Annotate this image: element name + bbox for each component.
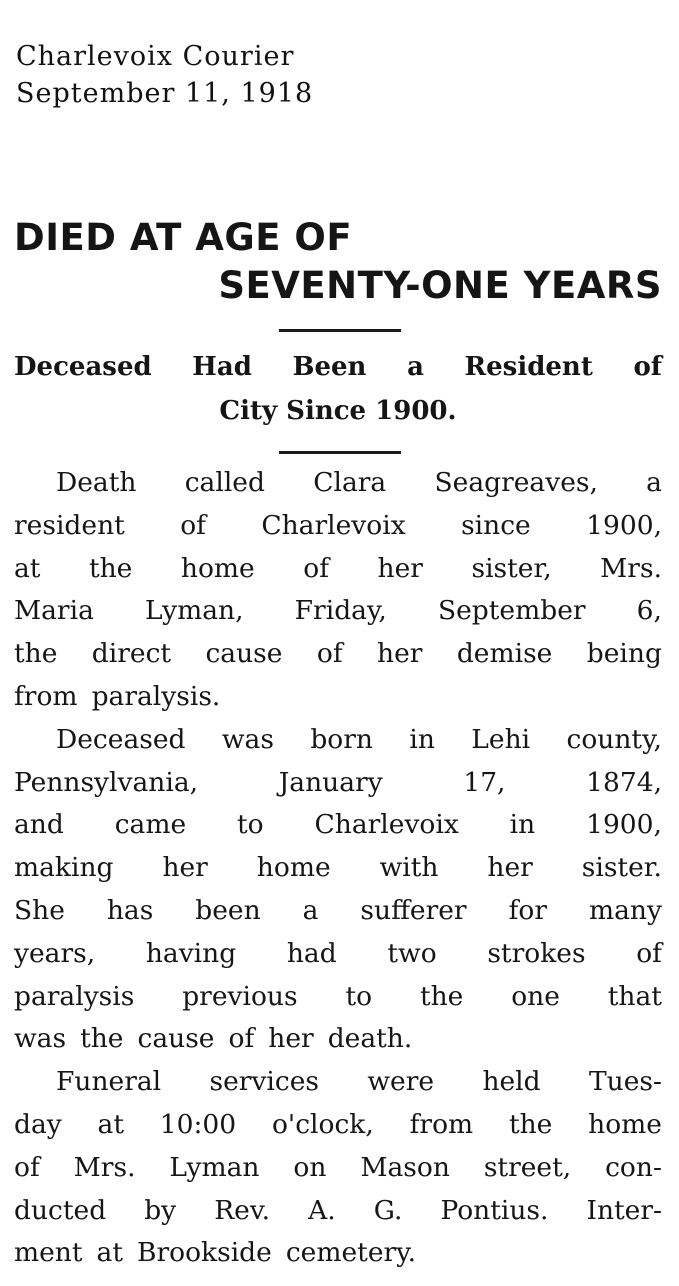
article-word: was	[221, 723, 274, 755]
publication-date: September 11, 1918	[16, 78, 314, 109]
article-word: the	[508, 1108, 553, 1140]
article-line	[14, 676, 662, 719]
article-word: two	[387, 937, 437, 969]
article-line	[14, 462, 662, 505]
article-word: with	[379, 852, 439, 884]
article-word: Charlevoix	[261, 509, 406, 541]
article-word: Rev.	[214, 1194, 271, 1226]
article-line	[14, 633, 662, 676]
subheadline-word: of	[633, 352, 662, 382]
article-word: services	[209, 1066, 320, 1098]
article-word: was	[14, 1023, 67, 1055]
article-word: paralysis.	[91, 680, 221, 712]
article-word: cause	[205, 638, 283, 670]
article-word: a	[302, 894, 319, 926]
article-word: Tues-	[588, 1066, 662, 1098]
subheadline-word: Been	[292, 352, 367, 382]
article-word: to	[237, 809, 264, 841]
article-word: ment	[14, 1237, 83, 1269]
article-line	[14, 719, 662, 762]
article-word: home	[180, 552, 255, 584]
article-word: one	[511, 980, 560, 1012]
headline	[14, 214, 664, 310]
article-word: for	[508, 894, 547, 926]
article-word: sufferer	[360, 894, 467, 926]
article-word: in	[509, 809, 536, 841]
article-word: were	[367, 1066, 435, 1098]
article-word: strokes	[487, 937, 586, 969]
article-word: many	[588, 894, 662, 926]
article-paragraph	[14, 1061, 662, 1275]
article-word: cemetery.	[285, 1237, 417, 1269]
article-word: Lyman	[169, 1151, 260, 1183]
article-word: being	[586, 638, 662, 670]
article-word: A.	[308, 1194, 336, 1226]
subheadline-word: Resident	[464, 352, 593, 382]
article-word: on	[293, 1151, 327, 1183]
article-word: Deceased	[56, 723, 186, 755]
article-word: ducted	[14, 1194, 107, 1226]
article-paragraph	[14, 462, 662, 719]
article-word: has	[106, 894, 154, 926]
article-word: held	[482, 1066, 541, 1098]
article-word: her	[377, 638, 423, 670]
article-word: of	[180, 509, 206, 541]
headline-line-2: SEVENTY-ONE YEARS	[218, 264, 662, 307]
subheadline	[14, 345, 662, 433]
article-line	[14, 804, 662, 847]
article-word: paralysis	[14, 980, 135, 1012]
article-word: county,	[566, 723, 662, 755]
article-word: been	[195, 894, 261, 926]
article-word: and	[14, 809, 64, 841]
newspaper-name: Charlevoix Courier	[16, 41, 295, 72]
article-word: the	[419, 980, 464, 1012]
article-word: that	[607, 980, 662, 1012]
article-word: sister.	[581, 852, 662, 884]
article-line	[14, 1104, 662, 1147]
article-word: having	[145, 937, 237, 969]
article-word: Friday,	[294, 595, 387, 627]
article-word: born	[310, 723, 373, 755]
article-word: a	[646, 467, 662, 498]
article-word: Mrs.	[73, 1151, 136, 1183]
article-line	[14, 762, 662, 805]
subheadline-word: a	[407, 352, 424, 382]
article-word: death.	[327, 1023, 413, 1055]
article-word: con-	[605, 1151, 662, 1183]
article-word: Lehi	[471, 723, 531, 755]
article-word: Lyman,	[145, 595, 244, 627]
article-word: 6,	[636, 595, 662, 627]
article-word: Seagreaves,	[434, 467, 598, 498]
article-line	[14, 890, 662, 933]
article-line	[14, 847, 662, 890]
article-word: by	[144, 1194, 177, 1226]
article-word: from	[409, 1108, 474, 1140]
article-word: Pennsylvania,	[14, 766, 199, 798]
article-word: Pontius.	[440, 1194, 549, 1226]
article-word: cause	[137, 1023, 215, 1055]
article-word: 17,	[463, 766, 506, 798]
article-word: Clara	[313, 467, 387, 498]
article-word: came	[114, 809, 187, 841]
article-word: Mason	[360, 1151, 450, 1183]
article-word: the	[80, 1023, 124, 1055]
article-line	[14, 590, 662, 633]
article-word: the	[88, 552, 133, 584]
divider-rule	[279, 329, 401, 332]
article-word: her	[377, 552, 423, 584]
article-word: G.	[373, 1194, 403, 1226]
article-word: o'clock,	[271, 1108, 374, 1140]
article-word: resident	[14, 509, 125, 541]
subheadline-word: Deceased	[14, 352, 152, 382]
article-word: day	[14, 1108, 62, 1140]
article-word: called	[184, 467, 265, 498]
article-word: 10:00	[159, 1108, 237, 1140]
article-word: She	[14, 894, 65, 926]
article-line	[14, 976, 662, 1019]
article-word: since	[461, 509, 531, 541]
article-word: street,	[483, 1151, 572, 1183]
article-word: in	[409, 723, 435, 755]
article-word: Brookside	[136, 1237, 272, 1269]
article-word: her	[268, 1023, 314, 1055]
article-word: had	[286, 937, 337, 969]
article-word: at	[96, 1237, 123, 1269]
article-word: Maria	[14, 595, 94, 627]
article-word: previous	[182, 980, 298, 1012]
article-word: of	[316, 638, 343, 670]
subheadline-line-1	[14, 345, 662, 389]
article-line	[14, 1061, 662, 1104]
article-word: the	[14, 638, 58, 670]
article-line	[14, 1018, 662, 1061]
divider-rule	[279, 451, 401, 454]
article-word: demise	[456, 638, 553, 670]
article-word: to	[345, 980, 373, 1012]
article-word: home	[256, 852, 331, 884]
article-word: of	[228, 1023, 255, 1055]
article-paragraph	[14, 719, 662, 1061]
article-word: years,	[14, 937, 96, 969]
headline-line-1: DIED AT AGE OF	[14, 216, 353, 259]
article-word: Death	[56, 467, 137, 498]
article-word: Inter-	[586, 1194, 662, 1226]
article-word: home	[588, 1108, 662, 1140]
article-body	[14, 462, 662, 1275]
article-word: September	[437, 595, 586, 627]
article-word: her	[162, 852, 208, 884]
article-word: of	[14, 1151, 40, 1183]
article-word: at	[97, 1108, 124, 1140]
article-word: Funeral	[56, 1066, 162, 1098]
subheadline-line-2: City Since 1900.	[219, 396, 457, 426]
article-word: 1874,	[586, 766, 662, 798]
article-word: of	[636, 937, 662, 969]
article-word: of	[303, 552, 330, 584]
article-line	[14, 933, 662, 976]
article-word: direct	[91, 638, 172, 670]
article-line	[14, 1147, 662, 1190]
article-word: January	[278, 766, 383, 798]
article-word: from	[14, 680, 78, 712]
subheadline-word: Had	[192, 352, 252, 382]
article-line	[14, 1232, 662, 1275]
article-word: at	[14, 552, 41, 584]
article-word: Charlevoix	[314, 809, 459, 841]
article-word: her	[487, 852, 533, 884]
clipping-source	[16, 38, 313, 112]
article-line	[14, 1190, 662, 1233]
article-word: sister,	[471, 552, 552, 584]
article-word: 1900,	[586, 809, 662, 841]
article-word: Mrs.	[600, 552, 662, 584]
article-line	[14, 505, 662, 548]
article-line	[14, 548, 662, 591]
article-word: 1900,	[586, 509, 662, 541]
article-word: making	[14, 852, 114, 884]
